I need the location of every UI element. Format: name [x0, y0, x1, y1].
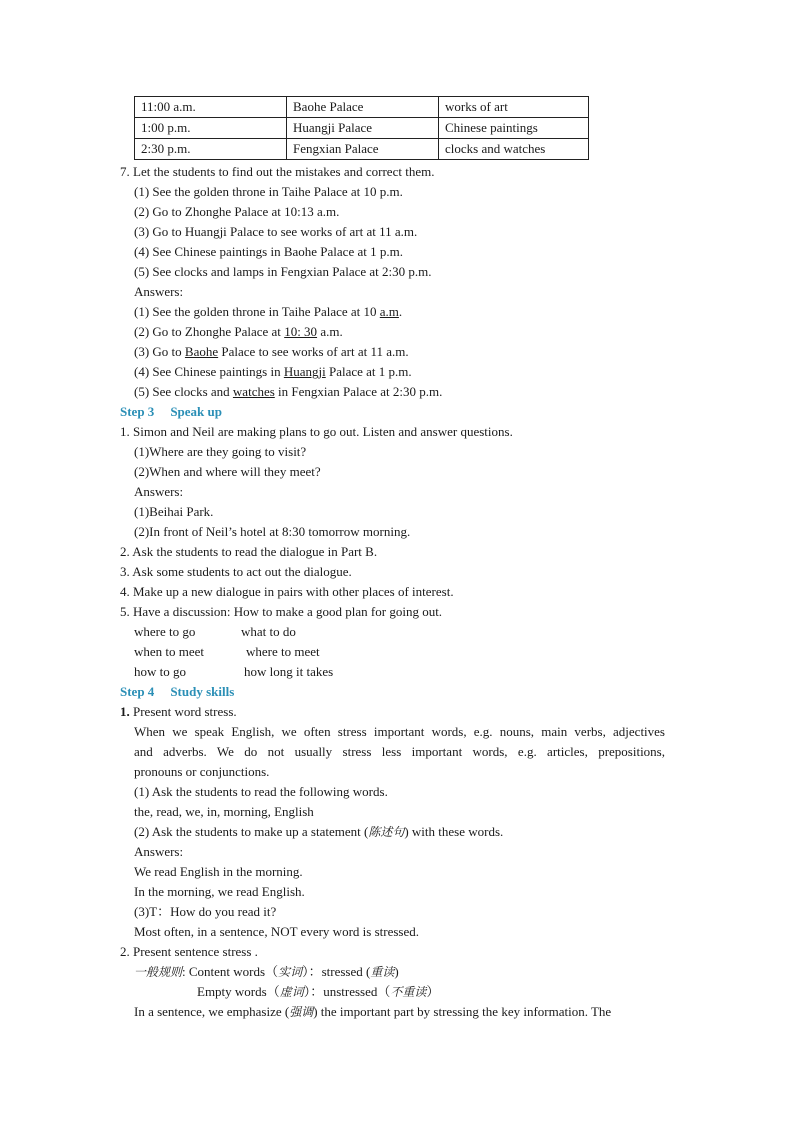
step3-item4: 4. Make up a new dialogue in pairs with other places of interest.: [120, 584, 454, 599]
step3-item3: 3. Ask some students to act out the dialogue.: [120, 564, 352, 579]
mistakes-list: [0, 182, 794, 282]
list-item: (3) Go to Baohe Palace to see works of art at 11 a.m.: [134, 344, 409, 359]
step3-answers-label: Answers:: [134, 484, 184, 499]
list-item: (4) See Chinese paintings in Huangji Palace at 1 p.m.: [134, 364, 412, 379]
word-stress-paragraph-line: and adverbs. We do not usually stress less important words, e.g. articles, prepositions,: [134, 744, 665, 759]
answers-list: [0, 302, 794, 402]
step3-a1: (1)Beihai Park.: [134, 504, 214, 519]
list-item: (4) See Chinese paintings in Baohe Palace at 1 p.m.: [134, 244, 403, 259]
plan-pair-row: how to go how long it takes: [134, 664, 334, 679]
table-cell: works of art: [439, 97, 589, 118]
table-cell: 1:00 p.m.: [135, 118, 287, 139]
list-item: (1) See the golden throne in Taihe Palace at 10 a.m.: [134, 304, 403, 319]
schedule-table: [134, 96, 589, 160]
list-item: (2) Go to Zhonghe Palace at 10:13 a.m.: [134, 204, 340, 219]
list-item: (5) See clocks and watches in Fengxian Palace at 2:30 p.m.: [134, 384, 443, 399]
table-cell: Baohe Palace: [287, 97, 439, 118]
word-stress-paragraph-line: When we speak English, we often stress important words, e.g. nouns, main verbs, adjectives: [134, 724, 665, 739]
step4-note: Most often, in a sentence, NOT every word is stressed.: [134, 924, 419, 939]
plan-pair-row: where to go what to do: [134, 624, 296, 639]
plan-pair-row: when to meet where to meet: [134, 644, 320, 659]
step4-words: the, read, we, in, morning, English: [134, 804, 314, 819]
table-cell: 2:30 p.m.: [135, 139, 287, 160]
table-row: [135, 97, 589, 118]
item7-intro: 7. Let the students to find out the mistakes and correct them.: [120, 164, 435, 179]
rule-empty-words: Empty words（虚词）：unstressed（不重读）: [197, 984, 440, 999]
step3-item5: 5. Have a discussion: How to make a good plan for going out.: [120, 604, 443, 619]
word-stress-paragraph-line: pronouns or conjunctions.: [134, 764, 270, 779]
table-cell: Fengxian Palace: [287, 139, 439, 160]
sentence-stress-line: In a sentence, we emphasize (强调) the important part by stressing the key information. The: [134, 1004, 612, 1019]
table-cell: Chinese paintings: [439, 118, 589, 139]
step4-heading: Step 4 Study skills: [120, 684, 235, 699]
step3-a2: (2)In front of Neil’s hotel at 8:30 tomorrow morning.: [134, 524, 411, 539]
step4-ans2: In the morning, we read English.: [134, 884, 305, 899]
step4-sub3: (3)T：How do you read it?: [134, 904, 277, 919]
answers-label: Answers:: [134, 284, 184, 299]
step4-ans1: We read English in the morning.: [134, 864, 303, 879]
step3-q2: (2)When and where will they meet?: [134, 464, 321, 479]
step4-item2: 2. Present sentence stress .: [120, 944, 258, 959]
step3-item2: 2. Ask the students to read the dialogue in Part B.: [120, 544, 378, 559]
document-body: [0, 162, 794, 1022]
list-item: (1) See the golden throne in Taihe Palace at 10 p.m.: [134, 184, 403, 199]
table-cell: 11:00 a.m.: [135, 97, 287, 118]
step4-sub2: (2) Ask the students to make up a statement (陈述句) with these words.: [134, 824, 504, 839]
list-item: (3) Go to Huangji Palace to see works of art at 11 a.m.: [134, 224, 418, 239]
table-row: [135, 139, 589, 160]
table-row: [135, 118, 589, 139]
step4-answers-label: Answers:: [134, 844, 184, 859]
step4-sub1: (1) Ask the students to read the following words.: [134, 784, 388, 799]
step3-heading: Step 3 Speak up: [120, 404, 222, 419]
step3-q1: (1)Where are they going to visit?: [134, 444, 307, 459]
list-item: (2) Go to Zhonghe Palace at 10: 30 a.m.: [134, 324, 343, 339]
step3-item1: 1. Simon and Neil are making plans to go out. Listen and answer questions.: [120, 424, 513, 439]
list-item: (5) See clocks and lamps in Fengxian Palace at 2:30 p.m.: [134, 264, 432, 279]
rule-content-words: 一般规则: Content words（实词）：stressed (重读): [134, 964, 399, 979]
step4-item1: 1. Present word stress.: [120, 704, 237, 719]
table-cell: clocks and watches: [439, 139, 589, 160]
table-cell: Huangji Palace: [287, 118, 439, 139]
